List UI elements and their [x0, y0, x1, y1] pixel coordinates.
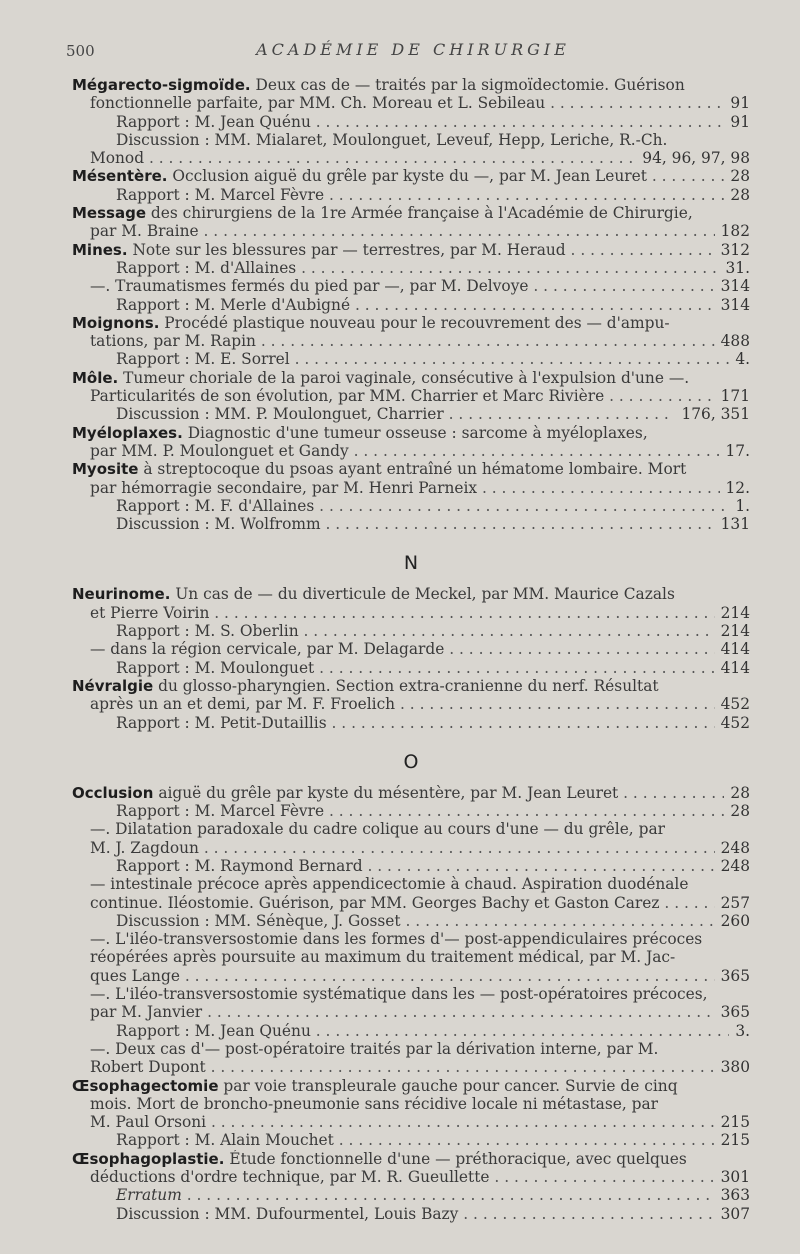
entry-text: [116, 802, 750, 820]
index-entry: [72, 497, 750, 515]
entry-text: [116, 1186, 750, 1204]
entry-text: [116, 497, 750, 515]
index-entry: [72, 585, 750, 603]
entry-body: du glosso-pharyngien. Section extra-cranienne du nerf. Résultat: [153, 676, 659, 695]
page-reference: 3.: [729, 1022, 750, 1040]
page-reference: 488: [715, 332, 750, 350]
entry-text: [116, 515, 750, 533]
section-letter: N: [403, 552, 419, 575]
entry-body: fonctionnelle parfaite, par MM. Ch. Moreau et L. Sebileau: [90, 94, 546, 113]
entry-keyword: Œsophagectomie: [72, 1076, 219, 1095]
entry-text: [90, 640, 750, 658]
entry-body: M. J. Zagdoun: [90, 838, 199, 857]
page-reference: 380: [715, 1058, 750, 1076]
index-entry: [72, 405, 750, 423]
index-entry: [72, 424, 750, 442]
entry-text: [116, 714, 750, 732]
page-reference: 314: [715, 277, 750, 295]
entry-body: Un cas de — du diverticule de Meckel, par MM. Maurice Cazals: [170, 585, 675, 604]
page-reference: 260: [715, 912, 750, 930]
page-reference: 365: [715, 967, 750, 985]
page-reference: 12.: [720, 479, 750, 497]
entry-body: par MM. P. Moulonguet et Gandy: [90, 441, 349, 460]
index-entry: [72, 985, 750, 1003]
entry-text: [72, 76, 685, 94]
page-reference: 182: [715, 222, 750, 240]
entry-body: Discussion : MM. Mialaret, Moulonguet, Leveuf, Hepp, Leriche, R.-Ch.: [116, 130, 668, 149]
index-entry: [72, 640, 750, 658]
page-reference: 31.: [720, 259, 750, 277]
index-entry: [72, 1205, 750, 1223]
entry-text: [90, 222, 750, 240]
page-reference: 414: [715, 640, 750, 658]
index-entry: [72, 314, 750, 332]
entry-body: Procédé plastique nouveau pour le recouvrement des — d'ampu-: [159, 313, 670, 332]
page-reference: 17.: [720, 442, 750, 460]
entry-keyword: Œsophagoplastie.: [72, 1149, 225, 1168]
page-reference: 171: [715, 387, 750, 405]
entry-body: mois. Mort de broncho-pneumonie sans récidive locale ni métastase, par: [90, 1094, 659, 1113]
entry-text: [116, 259, 750, 277]
entry-text: [72, 369, 689, 387]
entry-text: [116, 622, 750, 640]
index-entry: [72, 1095, 750, 1113]
index-entry: [72, 1131, 750, 1149]
index-entry: [72, 113, 750, 131]
index-entry: [72, 277, 750, 295]
index-entry: [72, 479, 750, 497]
index-entry: [72, 241, 750, 259]
entry-keyword: Message: [72, 204, 146, 223]
section-letter: O: [403, 750, 419, 773]
entry-body: —. Dilatation paradoxale du cadre colique au cours d'une — du grêle, par: [90, 820, 665, 839]
entry-body: —. Traumatismes fermés du pied par —, par M. Delvoye: [90, 277, 529, 296]
entry-text: [116, 296, 750, 314]
index-entry: [72, 857, 750, 875]
index-entry: [72, 1022, 750, 1040]
index-entry: [72, 167, 750, 185]
index-entry: [72, 1168, 750, 1186]
entry-text: [72, 585, 675, 603]
entry-text: [90, 1040, 658, 1058]
index-entry: [72, 1186, 750, 1204]
page-reference: 215: [715, 1113, 750, 1131]
index-entry: [72, 332, 750, 350]
page-reference: 301: [715, 1168, 750, 1186]
entry-body: Tumeur choriale de la paroi vaginale, consécutive à l'expulsion d'une —.: [118, 368, 690, 387]
entry-body: déductions d'ordre technique, par M. R. Gueullette: [90, 1168, 490, 1187]
page-reference: 248: [715, 857, 750, 875]
page-reference: 28: [724, 167, 750, 185]
index-entry: [72, 948, 750, 966]
entry-body: —. L'iléo-transversostomie systématique dans les — post-opératoires précoces,: [90, 985, 708, 1004]
entry-text: [90, 604, 750, 622]
entry-text: [116, 405, 750, 423]
index-entry: [72, 677, 750, 695]
entry-body: Occlusion aiguë du grêle par kyste du —, par M. Jean Leuret: [167, 167, 647, 186]
page-reference: 176, 351: [675, 405, 750, 423]
entry-text: [72, 241, 750, 259]
entry-text: [116, 113, 750, 131]
entry-text: [90, 985, 708, 1003]
entry-text: [72, 424, 648, 442]
page-reference: 214: [715, 604, 750, 622]
index-entry: [72, 894, 750, 912]
entry-text: [116, 1022, 750, 1040]
entry-body: Étude fonctionnelle d'une — préthoracique, avec quelques: [224, 1149, 687, 1168]
entry-text: [72, 677, 659, 695]
entry-text: [90, 387, 750, 405]
entry-keyword: Névralgie: [72, 676, 154, 695]
entry-body: Discussion : MM. Dufourmentel, Louis Bazy: [116, 1204, 459, 1223]
index-entry: [72, 967, 750, 985]
index-body: [72, 76, 750, 1223]
index-entry: [72, 714, 750, 732]
entry-text: [72, 784, 750, 802]
entry-text: [72, 460, 686, 478]
index-entry: [72, 604, 750, 622]
entry-body: — intestinale précoce après appendicectomie à chaud. Aspiration duodénale: [90, 875, 689, 894]
entry-text: [116, 857, 750, 875]
entry-body: Rapport : M. d'Allaines: [116, 258, 297, 277]
entry-keyword: Occlusion: [72, 783, 154, 802]
entry-text: [72, 314, 670, 332]
entry-keyword: Môle.: [72, 368, 119, 387]
entry-body: après un an et demi, par M. F. Froelich: [90, 695, 396, 714]
index-entry: [72, 1058, 750, 1076]
entry-body: —. Deux cas d'— post-opératoire traités par la dérivation interne, par M.: [90, 1039, 659, 1058]
page-reference: 4.: [729, 350, 750, 368]
entry-text: [90, 695, 750, 713]
index-entry: [72, 839, 750, 857]
entry-body: à streptocoque du psoas ayant entraîné un hématome lombaire. Mort: [138, 460, 687, 479]
index-entry: [72, 1077, 750, 1095]
entry-text: [90, 839, 750, 857]
index-entry: [72, 296, 750, 314]
running-title: ACADÉMIE DE CHIRURGIE: [256, 40, 570, 59]
entry-body: Erratum: [116, 1186, 182, 1205]
entry-text: [90, 967, 750, 985]
index-entry: [72, 622, 750, 640]
entry-body: Rapport : M. Moulonguet: [116, 658, 315, 677]
entry-text: [90, 332, 750, 350]
page-reference: 91: [724, 113, 750, 131]
entry-text: [72, 204, 693, 222]
entry-body: Rapport : M. Jean Quénu: [116, 112, 311, 131]
entry-text: [90, 1095, 658, 1113]
entry-text: [116, 1131, 750, 1149]
entry-body: — dans la région cervicale, par M. Delagarde: [90, 640, 445, 659]
entry-body: par hémorragie secondaire, par M. Henri Parneix: [90, 478, 478, 497]
entry-body: par M. Braine: [90, 222, 199, 241]
entry-text: [90, 1058, 750, 1076]
index-entry: [72, 186, 750, 204]
entry-body: Rapport : M. Jean Quénu: [116, 1021, 311, 1040]
index-entry: [72, 259, 750, 277]
page-reference: 257: [715, 894, 750, 912]
entry-body: Rapport : M. Raymond Bernard: [116, 856, 363, 875]
entry-body: Rapport : M. Alain Mouchet: [116, 1131, 334, 1150]
entry-text: [90, 894, 750, 912]
entry-body: Particularités de son évolution, par MM. Charrier et Marc Rivière: [90, 387, 605, 406]
page-reference: 248: [715, 839, 750, 857]
entry-body: tations, par M. Rapin: [90, 332, 256, 351]
index-entry: [72, 387, 750, 405]
entry-body: —. L'iléo-transversostomie dans les formes d'— post-appendiculaires précoces: [90, 930, 703, 949]
entry-body: par voie transpleurale gauche pour cancer. Survie de cinq: [218, 1076, 678, 1095]
entry-text: [116, 186, 750, 204]
entry-body: Discussion : M. Wolfromm: [116, 515, 321, 534]
page-reference: 91: [724, 94, 750, 112]
page-reference: 94, 96, 97, 98: [636, 149, 750, 167]
entry-text: [72, 1077, 678, 1095]
entry-text: [90, 94, 750, 112]
entry-text: [90, 948, 675, 966]
entry-body: Diagnostic d'une tumeur osseuse : sarcome à myéloplaxes,: [182, 423, 648, 442]
index-entry: [72, 222, 750, 240]
entry-body: des chirurgiens de la 1re Armée française à l'Académie de Chirurgie,: [146, 204, 693, 223]
entry-text: [90, 930, 702, 948]
page-reference: 312: [715, 241, 750, 259]
entry-text: [90, 442, 750, 460]
index-entry: [72, 515, 750, 533]
index-entry: [72, 659, 750, 677]
page-reference: 414: [715, 659, 750, 677]
entry-text: [72, 167, 750, 185]
entry-text: [90, 820, 665, 838]
page-reference: 307: [715, 1205, 750, 1223]
index-entry: [72, 149, 750, 167]
index-entry: [72, 442, 750, 460]
page-reference: 452: [715, 714, 750, 732]
index-entry: [72, 369, 750, 387]
entry-keyword: Mines.: [72, 240, 128, 259]
page-reference: 452: [715, 695, 750, 713]
page-reference: 131: [715, 515, 750, 533]
entry-keyword: Neurinome.: [72, 585, 171, 604]
page-reference: 214: [715, 622, 750, 640]
page-number: 500: [66, 42, 95, 60]
index-entry: [72, 784, 750, 802]
page-reference: 1.: [729, 497, 750, 515]
entry-body: M. Paul Orsoni: [90, 1113, 207, 1132]
entry-text: [90, 479, 750, 497]
index-entry: [72, 1003, 750, 1021]
entry-keyword: Myéloplaxes.: [72, 423, 183, 442]
entry-text: [90, 875, 688, 893]
index-entry: [72, 875, 750, 893]
index-entry: [72, 131, 750, 149]
entry-text: [116, 659, 750, 677]
index-entry: [72, 204, 750, 222]
entry-text: [116, 350, 750, 368]
entry-text: [90, 1113, 750, 1131]
index-entry: [72, 1150, 750, 1168]
entry-body: ques Lange: [90, 966, 180, 985]
entry-body: Deux cas de — traités par la sigmoïdectomie. Guérison: [250, 76, 685, 94]
entry-text: [90, 277, 750, 295]
entry-body: Rapport : M. Marcel Fèvre: [116, 802, 325, 821]
entry-text: [116, 1205, 750, 1223]
entry-body: et Pierre Voirin: [90, 603, 210, 622]
entry-body: Rapport : M. Merle d'Aubigné: [116, 295, 351, 314]
entry-keyword: Mégarecto-sigmoïde.: [72, 76, 251, 94]
entry-body: Note sur les blessures par — terrestres, par M. Heraud: [127, 240, 566, 259]
entry-body: continue. Iléostomie. Guérison, par MM. Georges Bachy et Gaston Carez: [90, 893, 660, 912]
index-entry: [72, 350, 750, 368]
page-reference: 365: [715, 1003, 750, 1021]
entry-body: Discussion : MM. P. Moulonguet, Charrier: [116, 405, 444, 424]
entry-body: aiguë du grêle par kyste du mésentère, par M. Jean Leuret: [153, 783, 619, 802]
entry-text: [90, 1003, 750, 1021]
entry-body: Rapport : M. Petit-Dutaillis: [116, 713, 327, 732]
entry-keyword: Mésentère.: [72, 167, 168, 186]
entry-body: Robert Dupont: [90, 1058, 206, 1077]
entry-text: [90, 1168, 750, 1186]
entry-body: Rapport : M. S. Oberlin: [116, 622, 299, 641]
entry-body: Rapport : M. F. d'Allaines: [116, 496, 315, 515]
entry-text: [116, 912, 750, 930]
index-entry: [72, 94, 750, 112]
index-entry: [72, 930, 750, 948]
page-reference: 314: [715, 296, 750, 314]
entry-keyword: Myosite: [72, 460, 139, 479]
index-entry: [72, 912, 750, 930]
index-entry: [72, 460, 750, 478]
index-entry: [72, 802, 750, 820]
page-reference: 215: [715, 1131, 750, 1149]
entry-body: Rapport : M. Marcel Fèvre: [116, 185, 325, 204]
entry-keyword: Moignons.: [72, 313, 160, 332]
entry-body: Monod: [90, 149, 145, 168]
index-entry: [72, 1113, 750, 1131]
entry-text: [72, 1150, 687, 1168]
entry-body: Rapport : M. E. Sorrel: [116, 350, 290, 369]
index-entry: [72, 76, 750, 94]
page-reference: 363: [715, 1186, 750, 1204]
entry-body: Discussion : MM. Sénèque, J. Gosset: [116, 911, 401, 930]
entry-body: réopérées après poursuite au maximum du traitement médical, par M. Jac-: [90, 948, 676, 967]
entry-text: [116, 131, 667, 149]
entry-body: par M. Janvier: [90, 1003, 203, 1022]
page-reference: 28: [724, 784, 750, 802]
page-reference: 28: [724, 802, 750, 820]
index-entry: [72, 695, 750, 713]
index-entry: [72, 820, 750, 838]
page-reference: 28: [724, 186, 750, 204]
page-header: [66, 40, 760, 64]
index-entry: [72, 1040, 750, 1058]
